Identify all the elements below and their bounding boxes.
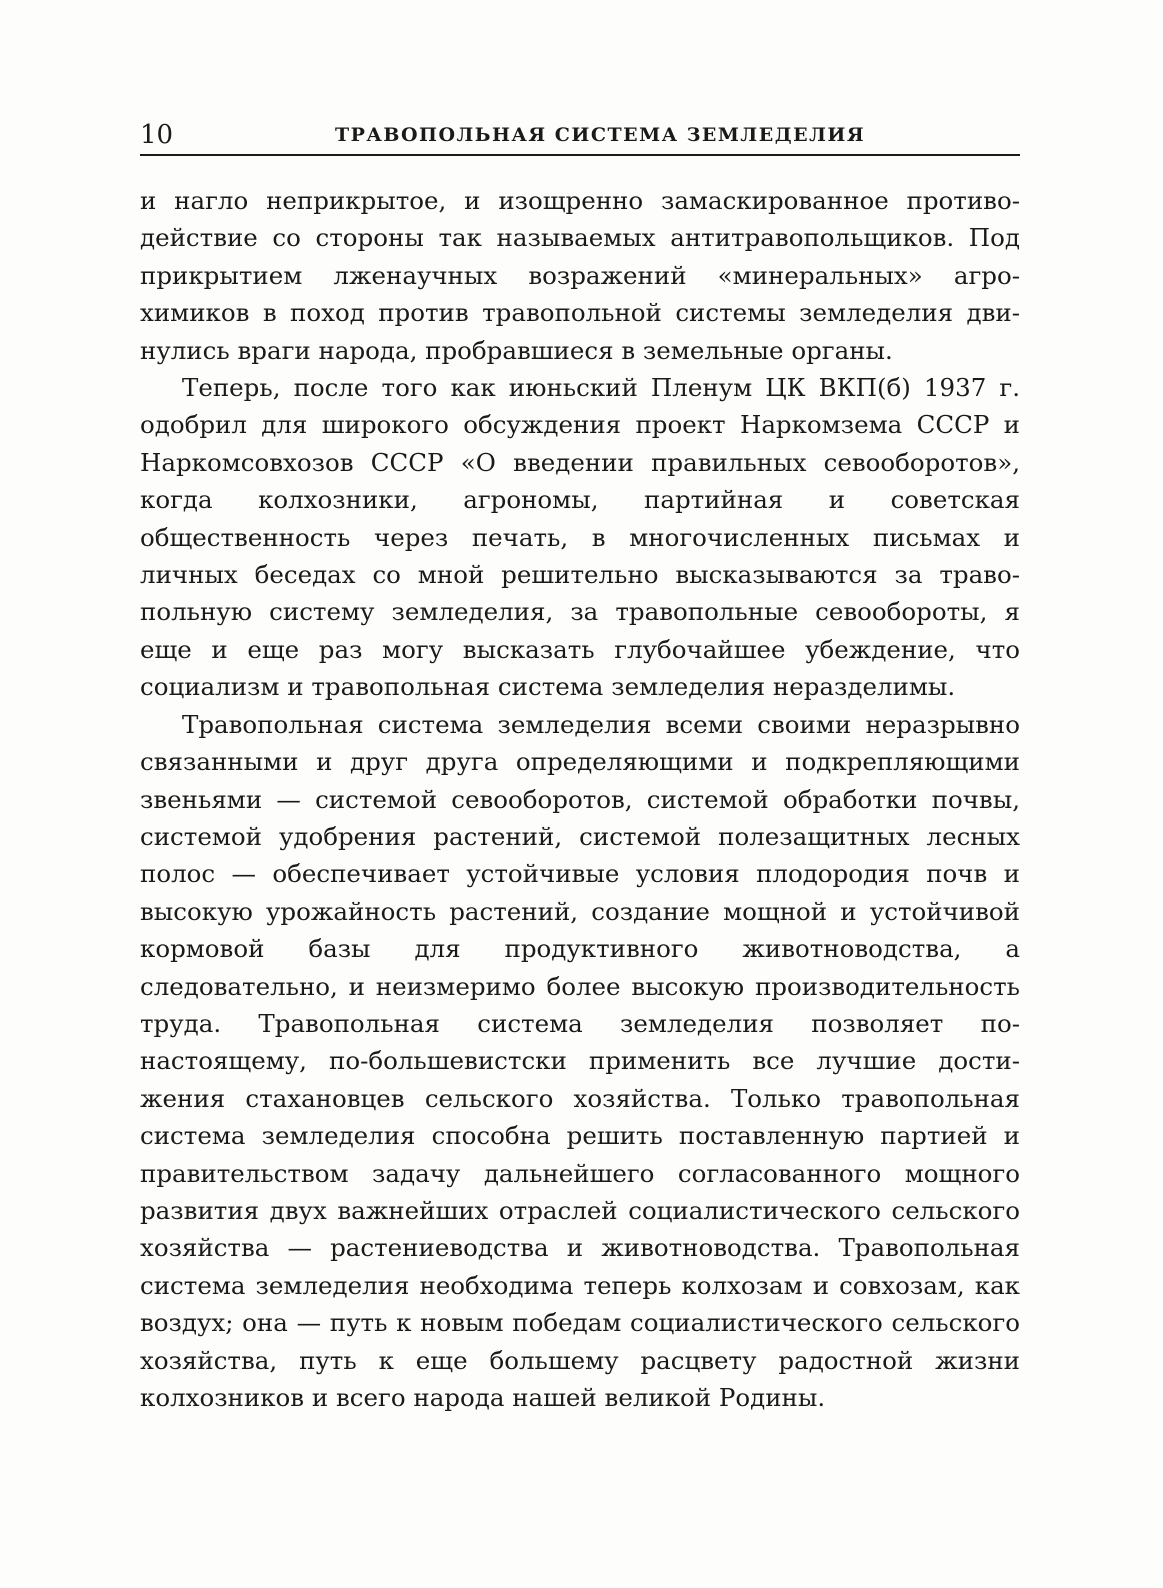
paragraph-3: Травопольная система земледелия всеми своими неразрывно связанными и друг друга определяющими и подкрепляющими звеньями — системой севооборотов, системой обработки почвы, системой удобрения растений, системой полезащитных лесных полос — обеспечивает устойчивые условия плодородия почв и высокую урожайность растений, создание мощной и устойчивой кормовой базы для продуктивного животноводства, а следовательно, и неизмеримо более высокую производительность труда. Травопольная система земледелия позволяет по-настоящему, по-большевистски применить все лучшие достижения стахановцев сельского хозяйства. Только травопольная система земледелия способна решить поставленную партией и правительством задачу дальнейшего согласованного мощного развития двух важнейших отраслей социалистического сельского хозяйства — растениеводства и животноводства. Травопольная система земледелия необходима теперь колхозам и совхозам, как воздух; она — путь к новым победам социалистического сельского хозяйства, путь к еще большему расцвету радостной жизни колхозников и всего народа нашей великой Родины. xyxy=(140,709,1020,1412)
page-number: 10 xyxy=(140,120,174,150)
paragraph-2: Теперь, после того как июньский Пленум ЦК ВКП(б) 1937 г. одобрил для широкого обсуждения проект Наркомзема СССР и Наркомсовхозов СССР «О введении правильных севооборотов», когда колхозники, агрономы, партийная и советская общественность через печать, в многочисленных письмах и личных беседах со мной решительно высказываются за травопольную систему земледелия, за травопольные севообороты, я еще и еще раз могу высказать глубочайшее убеждение, что социализм и травопольная система земледелия неразделимы. xyxy=(140,373,1020,702)
page-header xyxy=(140,112,1020,156)
running-title: ТРАВОПОЛЬНАЯ СИСТЕМА ЗЕМЛЕДЕЛИЯ xyxy=(335,124,866,146)
paragraph-1: и нагло неприкрытое, и изощренно замаскированное противодействие со стороны так называемых антитравопольщиков. Под прикрытием лженаучных возражений «минеральных» агрохимиков в поход против травопольной системы земледелия двинулись враги народа, пробравшиеся в земельные органы. xyxy=(140,186,1020,365)
body-text xyxy=(140,182,1020,1416)
